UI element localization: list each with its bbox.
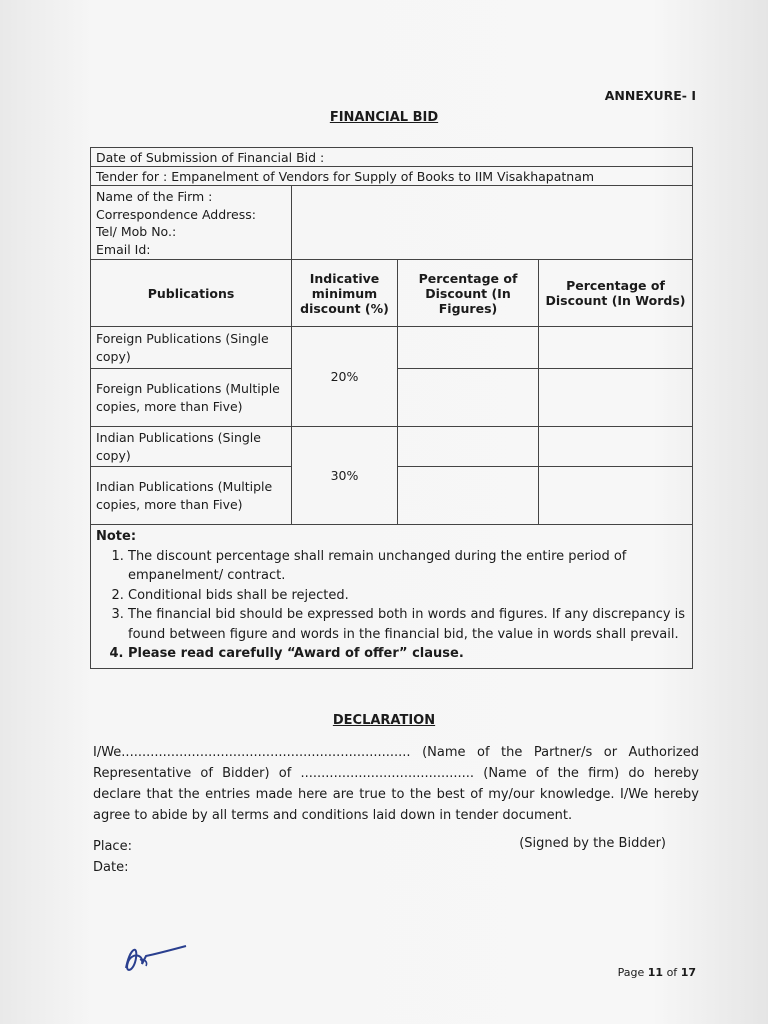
page-current: 11 xyxy=(647,966,664,979)
col-publications: Publications xyxy=(91,260,292,327)
signed-by-bidder: (Signed by the Bidder) xyxy=(519,836,666,851)
note-cell xyxy=(91,525,693,669)
table-row xyxy=(91,427,693,467)
discount-figures-input[interactable] xyxy=(398,467,539,525)
publication-cell: Indian Publications (Single copy) xyxy=(91,427,292,467)
discount-figures-input[interactable] xyxy=(398,427,539,467)
publication-cell: Foreign Publications (Single copy) xyxy=(91,327,292,369)
financial-bid-table xyxy=(90,147,693,669)
table-row xyxy=(91,327,693,369)
page-label: Page xyxy=(617,966,645,979)
correspondence-address-label: Correspondence Address: xyxy=(96,206,256,222)
note-label: Note: xyxy=(96,529,137,544)
publication-cell: Foreign Publications (Multiple copies, more than Five) xyxy=(91,369,292,427)
table-row xyxy=(91,167,693,186)
firm-details-value xyxy=(292,186,693,260)
table-row xyxy=(91,148,693,167)
place-date-block xyxy=(93,836,132,878)
discount-words-input[interactable] xyxy=(539,327,693,369)
table-header-row xyxy=(91,260,693,327)
note-item: 2. Conditional bids shall be rejected. xyxy=(128,586,687,606)
tel-mob-label: Tel/ Mob No.: xyxy=(96,224,177,239)
table-row xyxy=(91,186,693,260)
page-total: 17 xyxy=(680,966,696,979)
signature-mark xyxy=(116,938,196,978)
date-of-submission: Date of Submission of Financial Bid : xyxy=(91,148,693,167)
discount-foreign: 20% xyxy=(292,327,398,427)
page-number xyxy=(618,966,696,979)
discount-figures-input[interactable] xyxy=(398,369,539,427)
email-label: Email Id: xyxy=(96,241,151,257)
financial-bid-title: FINANCIAL BID xyxy=(329,110,439,125)
firm-details xyxy=(91,186,292,260)
declaration-title: DECLARATION xyxy=(332,713,436,728)
discount-words-input[interactable] xyxy=(539,369,693,427)
col-indicative-discount: Indicative minimum discount (%) xyxy=(292,260,398,327)
col-discount-figures: Percentage of Discount (In Figures) xyxy=(398,260,539,327)
firm-name-label: Name of the Firm : xyxy=(96,189,213,204)
note-item: 4. Please read carefully “Award of offer” clause. xyxy=(128,644,687,664)
tender-for: Tender for : Empanelment of Vendors for Supply of Books to IIM Visakhapatnam xyxy=(91,167,693,186)
col-discount-words: Percentage of Discount (In Words) xyxy=(539,260,693,327)
date-label: Date: xyxy=(93,860,129,875)
note-list xyxy=(96,547,687,664)
annexure-label: ANNEXURE- I xyxy=(604,88,696,103)
note-row xyxy=(91,525,693,669)
discount-words-input[interactable] xyxy=(539,467,693,525)
note-item: 1. The discount percentage shall remain unchanged during the entire period of empanelment/ contract. xyxy=(128,547,687,586)
discount-figures-input[interactable] xyxy=(398,327,539,369)
declaration-text: I/We...................................................................... (Name of the Partner/s or Authorized Representative of Bidder) of .......................................... (Name of the firm) do hereby declare that the entries made here are true to the best of my/our knowledge. I/We hereby agree to abide by all terms and conditions laid down in tender document. xyxy=(93,745,699,823)
discount-words-input[interactable] xyxy=(539,427,693,467)
discount-indian: 30% xyxy=(292,427,398,525)
place-label: Place: xyxy=(93,839,132,854)
page-of: of xyxy=(666,966,678,979)
note-item: 3. The financial bid should be expressed both in words and figures. If any discrepancy is found between figure and words in the financial bid, the value in words shall prevail. xyxy=(128,605,687,644)
publication-cell: Indian Publications (Multiple copies, more than Five) xyxy=(91,467,292,525)
